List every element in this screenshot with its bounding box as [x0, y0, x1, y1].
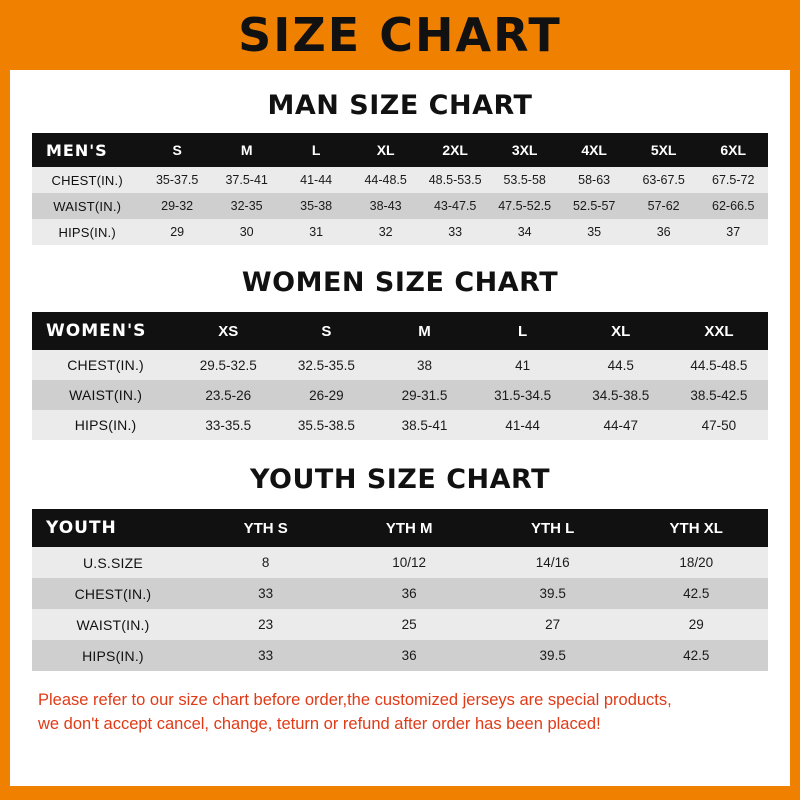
table-cell: 33-35.5 [179, 410, 277, 440]
table-cell: 44-48.5 [351, 167, 421, 193]
men-column-header: 5XL [629, 133, 699, 167]
men-column-header: L [281, 133, 351, 167]
table-row [32, 547, 768, 578]
women-table-header [32, 312, 768, 350]
men-table-header [32, 133, 768, 167]
table-cell: 52.5-57 [559, 193, 629, 219]
table-cell: 47.5-52.5 [490, 193, 560, 219]
table-cell: 33 [194, 640, 338, 671]
man-section-title: MAN SIZE CHART [267, 90, 533, 121]
table-cell: 23.5-26 [179, 380, 277, 410]
table-cell: 29 [624, 609, 768, 640]
youth-column-header: YTH L [481, 509, 625, 547]
women-column-header: L [474, 312, 572, 350]
youth-column-header: YTH M [337, 509, 481, 547]
order-notice [38, 689, 762, 737]
order-notice-line2: we don't accept cancel, change, teturn or refund after order has been placed! [38, 714, 601, 733]
order-notice-line1: Please refer to our size chart before order,the customized jerseys are special products, [38, 691, 672, 709]
men-size-table [32, 133, 768, 245]
women-row-label: WAIST(IN.) [32, 380, 179, 410]
men-row-label: WAIST(IN.) [32, 193, 142, 219]
women-column-header: XXL [670, 312, 768, 350]
table-cell: 35-38 [281, 193, 351, 219]
youth-corner-label: YOUTH [32, 509, 194, 547]
table-cell: 44.5 [572, 350, 670, 380]
youth-size-table [32, 509, 768, 671]
men-column-header: S [142, 133, 212, 167]
table-cell: 39.5 [481, 578, 625, 609]
table-cell: 36 [629, 219, 699, 245]
table-cell: 38 [375, 350, 473, 380]
table-cell: 41-44 [474, 410, 572, 440]
table-cell: 32-35 [212, 193, 282, 219]
women-column-header: M [375, 312, 473, 350]
table-cell: 42.5 [624, 640, 768, 671]
women-column-header: S [277, 312, 375, 350]
table-cell: 42.5 [624, 578, 768, 609]
table-row [32, 350, 768, 380]
table-cell: 14/16 [481, 547, 625, 578]
youth-row-label: WAIST(IN.) [32, 609, 194, 640]
table-cell: 26-29 [277, 380, 375, 410]
table-cell: 34 [490, 219, 560, 245]
table-cell: 38.5-42.5 [670, 380, 768, 410]
table-cell: 38-43 [351, 193, 421, 219]
men-column-header: 6XL [698, 133, 768, 167]
table-cell: 47-50 [670, 410, 768, 440]
table-cell: 44-47 [572, 410, 670, 440]
table-cell: 29-32 [142, 193, 212, 219]
women-column-header: XL [572, 312, 670, 350]
table-cell: 33 [194, 578, 338, 609]
table-cell: 34.5-38.5 [572, 380, 670, 410]
table-row [32, 609, 768, 640]
youth-table-body [32, 547, 768, 671]
table-cell: 33 [420, 219, 490, 245]
footer-strip [10, 786, 790, 800]
men-table-body [32, 167, 768, 245]
table-cell: 48.5-53.5 [420, 167, 490, 193]
table-row [32, 219, 768, 245]
women-row-label: HIPS(IN.) [32, 410, 179, 440]
table-cell: 36 [337, 640, 481, 671]
table-row [32, 193, 768, 219]
table-cell: 30 [212, 219, 282, 245]
youth-table-header [32, 509, 768, 547]
table-cell: 29-31.5 [375, 380, 473, 410]
men-column-header: XL [351, 133, 421, 167]
table-cell: 27 [481, 609, 625, 640]
women-section-title: WOMEN SIZE CHART [241, 267, 559, 298]
table-row [32, 640, 768, 671]
table-cell: 41-44 [281, 167, 351, 193]
youth-section-title: YOUTH SIZE CHART [249, 464, 551, 495]
content [10, 90, 790, 737]
table-cell: 44.5-48.5 [670, 350, 768, 380]
table-cell: 38.5-41 [375, 410, 473, 440]
table-row [32, 167, 768, 193]
women-size-table [32, 312, 768, 440]
table-cell: 43-47.5 [420, 193, 490, 219]
table-cell: 57-62 [629, 193, 699, 219]
table-cell: 62-66.5 [698, 193, 768, 219]
table-cell: 18/20 [624, 547, 768, 578]
table-cell: 23 [194, 609, 338, 640]
table-cell: 32.5-35.5 [277, 350, 375, 380]
men-row-label: HIPS(IN.) [32, 219, 142, 245]
table-cell: 37 [698, 219, 768, 245]
page-title: SIZE CHART [238, 8, 562, 62]
men-column-header: 4XL [559, 133, 629, 167]
table-cell: 31 [281, 219, 351, 245]
table-header-row [32, 509, 768, 547]
table-cell: 35-37.5 [142, 167, 212, 193]
table-cell: 25 [337, 609, 481, 640]
table-cell: 8 [194, 547, 338, 578]
table-cell: 67.5-72 [698, 167, 768, 193]
table-cell: 29.5-32.5 [179, 350, 277, 380]
table-cell: 39.5 [481, 640, 625, 671]
table-cell: 32 [351, 219, 421, 245]
men-column-header: 3XL [490, 133, 560, 167]
youth-column-header: YTH S [194, 509, 338, 547]
table-cell: 31.5-34.5 [474, 380, 572, 410]
table-cell: 29 [142, 219, 212, 245]
table-cell: 37.5-41 [212, 167, 282, 193]
youth-row-label: U.S.SIZE [32, 547, 194, 578]
table-cell: 35.5-38.5 [277, 410, 375, 440]
table-row [32, 410, 768, 440]
banner [0, 0, 800, 70]
women-row-label: CHEST(IN.) [32, 350, 179, 380]
women-table-body [32, 350, 768, 440]
women-column-header: XS [179, 312, 277, 350]
table-cell: 53.5-58 [490, 167, 560, 193]
men-column-header: M [212, 133, 282, 167]
table-cell: 41 [474, 350, 572, 380]
youth-column-header: YTH XL [624, 509, 768, 547]
youth-row-label: HIPS(IN.) [32, 640, 194, 671]
men-row-label: CHEST(IN.) [32, 167, 142, 193]
men-column-header: 2XL [420, 133, 490, 167]
table-cell: 36 [337, 578, 481, 609]
table-cell: 58-63 [559, 167, 629, 193]
youth-row-label: CHEST(IN.) [32, 578, 194, 609]
table-cell: 35 [559, 219, 629, 245]
table-row [32, 578, 768, 609]
men-corner-label: MEN'S [32, 133, 142, 167]
women-corner-label: WOMEN'S [32, 312, 179, 350]
table-header-row [32, 312, 768, 350]
table-cell: 63-67.5 [629, 167, 699, 193]
table-cell: 10/12 [337, 547, 481, 578]
table-header-row [32, 133, 768, 167]
table-row [32, 380, 768, 410]
